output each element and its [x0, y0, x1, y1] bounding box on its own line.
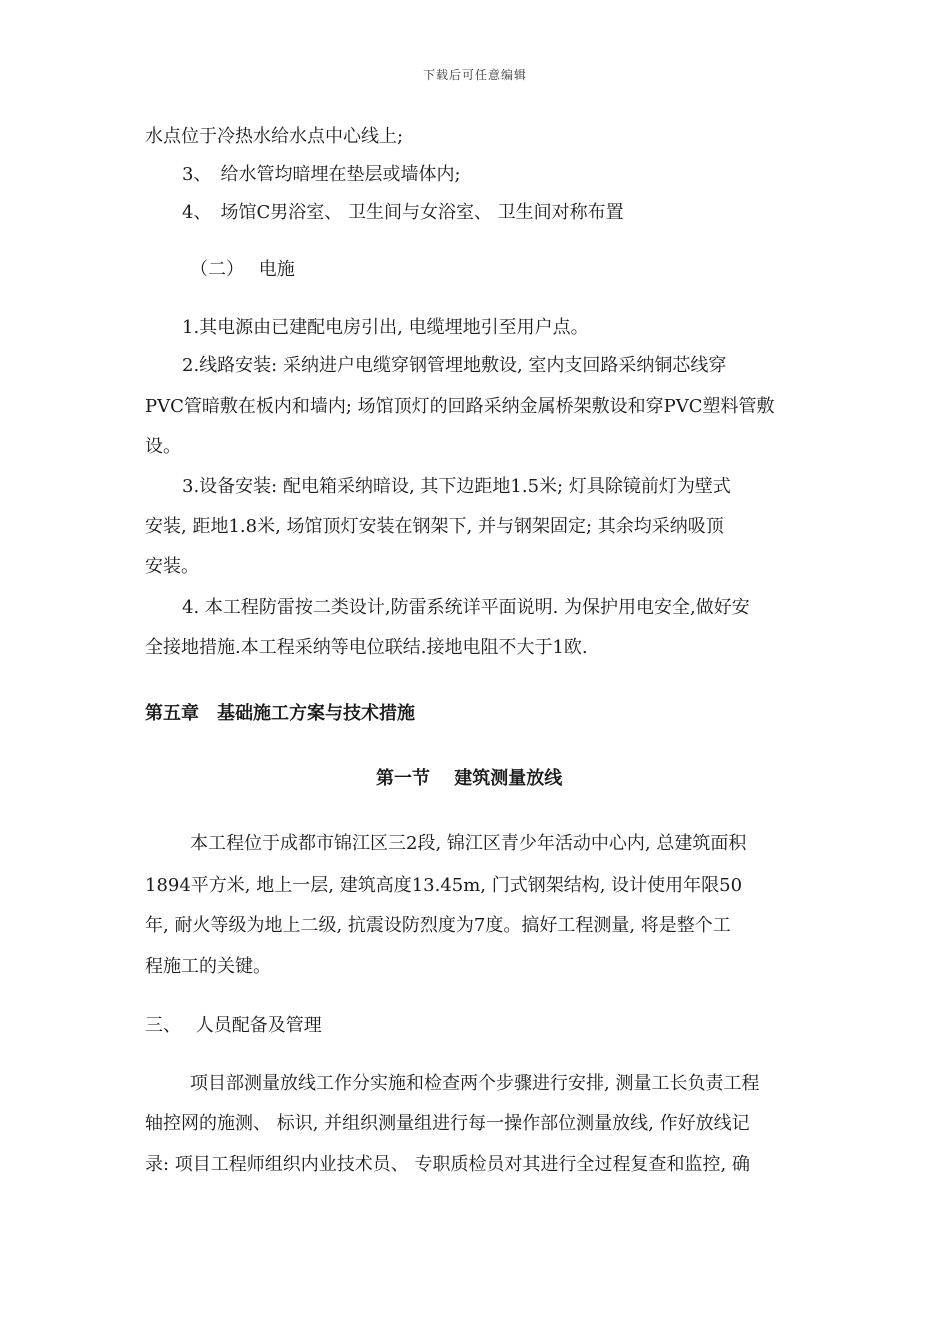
paragraph-line: 1894平方米, 地上一层, 建筑高度13.45m, 门式钢架结构, 设计使用年限50 — [145, 875, 743, 896]
paragraph-line: 录: 项目工程师组织内业技术员、 专职质检员对其进行全过程复查和监控, 确 — [145, 1154, 750, 1175]
paragraph-line: 设。 — [145, 436, 181, 457]
list-item-3: 3、 给水管均暗埋在垫层或墙体内; — [182, 164, 461, 185]
paragraph-line: 项目部测量放线工作分实施和检查两个步骤进行安排, 测量工长负责工程 — [190, 1073, 760, 1094]
paragraph-line: 全接地措施.本工程采纳等电位联结.接地电阻不大于1欧. — [145, 637, 588, 658]
paragraph-line: PVC管暗敷在板内和墙内; 场馆顶灯的回路采纳金属桥架敷设和穿PVC塑料管敷 — [145, 396, 775, 417]
paragraph-line: 本工程位于成都市锦江区三2段, 锦江区青少年活动中心内, 总建筑面积 — [190, 833, 747, 854]
list-item-4: 4、 场馆C男浴室、 卫生间与女浴室、 卫生间对称布置 — [182, 202, 624, 223]
paragraph-line: 2.线路安装: 采纳进户电缆穿钢管埋地敷设, 室内支回路采纳铜芯线穿 — [182, 355, 727, 376]
paragraph-line: 3.设备安装: 配电箱采纳暗设, 其下边距地1.5米; 灯具除镜前灯为壁式 — [182, 476, 731, 497]
subsection-heading: 三、 人员配备及管理 — [145, 1015, 322, 1036]
section-heading-electrical: （二） 电施 — [190, 259, 295, 280]
paragraph-line: 程施工的关键。 — [145, 956, 271, 977]
paragraph-line: 轴控网的施测、 标识, 并组织测量组进行每一操作部位测量放线, 作好放线记 — [145, 1113, 750, 1134]
paragraph-line: 1.其电源由已建配电房引出, 电缆埋地引至用户点。 — [182, 317, 589, 338]
section-heading: 第一节 建筑测量放线 — [376, 768, 563, 789]
paragraph-line: 年, 耐火等级为地上二级, 抗震设防烈度为7度。搞好工程测量, 将是整个工 — [145, 915, 731, 936]
paragraph-line: 水点位于冷热水给水点中心线上; — [145, 126, 404, 147]
paragraph-line: 安装, 距地1.8米, 场馆顶灯安装在钢架下, 并与钢架固定; 其余均采纳吸顶 — [145, 516, 724, 537]
chapter-heading: 第五章 基础施工方案与技术措施 — [145, 703, 415, 724]
header-note: 下载后可任意编辑 — [422, 68, 527, 82]
paragraph-line: 4. 本工程防雷按二类设计,防雷系统详平面说明. 为保护用电安全,做好安 — [182, 597, 750, 618]
paragraph-line: 安装。 — [145, 556, 199, 577]
